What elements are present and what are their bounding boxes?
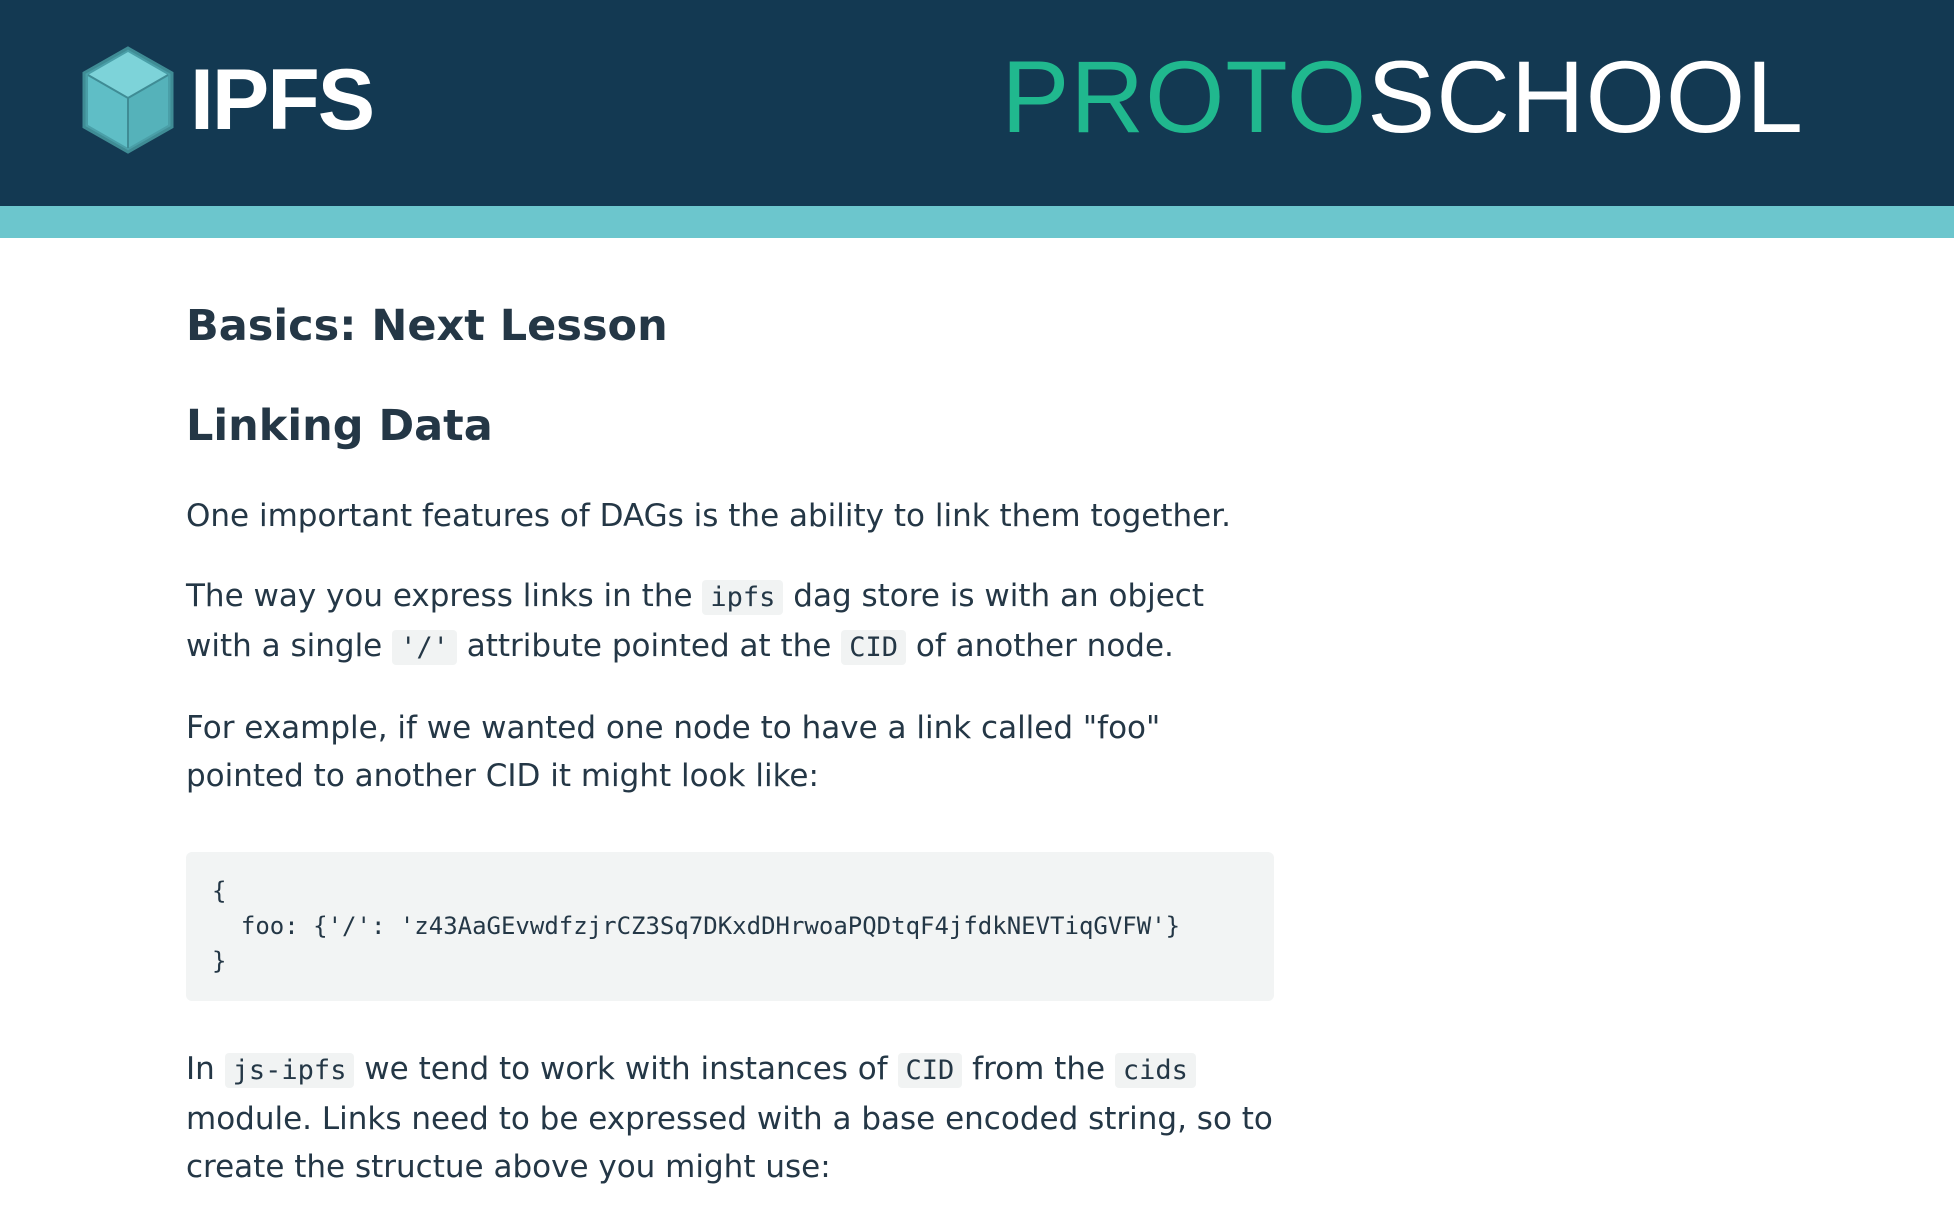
paragraph-js-ipfs	[186, 1045, 1276, 1191]
inline-code: js-ipfs	[225, 1053, 355, 1088]
inline-code: CID	[898, 1053, 963, 1088]
lesson-title: Linking Data	[186, 401, 493, 451]
section-title: Basics: Next Lesson	[186, 301, 668, 351]
text: dag store is with an object with a single	[186, 578, 1205, 664]
cube-icon	[80, 44, 176, 156]
text: In	[186, 1051, 225, 1087]
site-header	[0, 0, 1954, 206]
lesson-content	[186, 292, 1276, 1191]
brand-school: SCHOOL	[1367, 40, 1804, 154]
text: of another node.	[906, 628, 1174, 664]
inline-code: cids	[1115, 1053, 1196, 1088]
paragraph-example: For example, if we wanted one node to have a link called "foo" pointed to another CID it might look like:	[186, 710, 1161, 794]
protoschool-brand[interactable]	[1001, 40, 1804, 154]
paragraph-intro: One important features of DAGs is the ability to link them together.	[186, 498, 1231, 534]
text: we tend to work with instances of	[354, 1051, 898, 1087]
inline-code: ipfs	[702, 580, 783, 615]
brand-proto: PROTO	[1001, 40, 1368, 154]
code-block	[186, 852, 1274, 1001]
inline-code: CID	[841, 630, 906, 665]
code-line: {	[212, 877, 227, 905]
paragraph-links	[186, 572, 1276, 672]
header-accent-bar	[0, 206, 1954, 238]
ipfs-logo[interactable]	[80, 44, 373, 156]
text: from the	[962, 1051, 1115, 1087]
inline-code: '/'	[392, 630, 457, 665]
text: module. Links need to be expressed with a base encoded string, so to create the structue above you might use:	[186, 1101, 1273, 1185]
text: attribute pointed at the	[456, 628, 842, 664]
code-line: foo: {'/': 'z43AaGEvwdfzjrCZ3Sq7DKxdDHrwoaPQDtqF4jfdkNEVTiqGVFW'}	[212, 912, 1181, 940]
ipfs-logo-text: IPFS	[190, 52, 374, 148]
text: The way you express links in the	[186, 578, 703, 614]
code-line: }	[212, 947, 227, 975]
